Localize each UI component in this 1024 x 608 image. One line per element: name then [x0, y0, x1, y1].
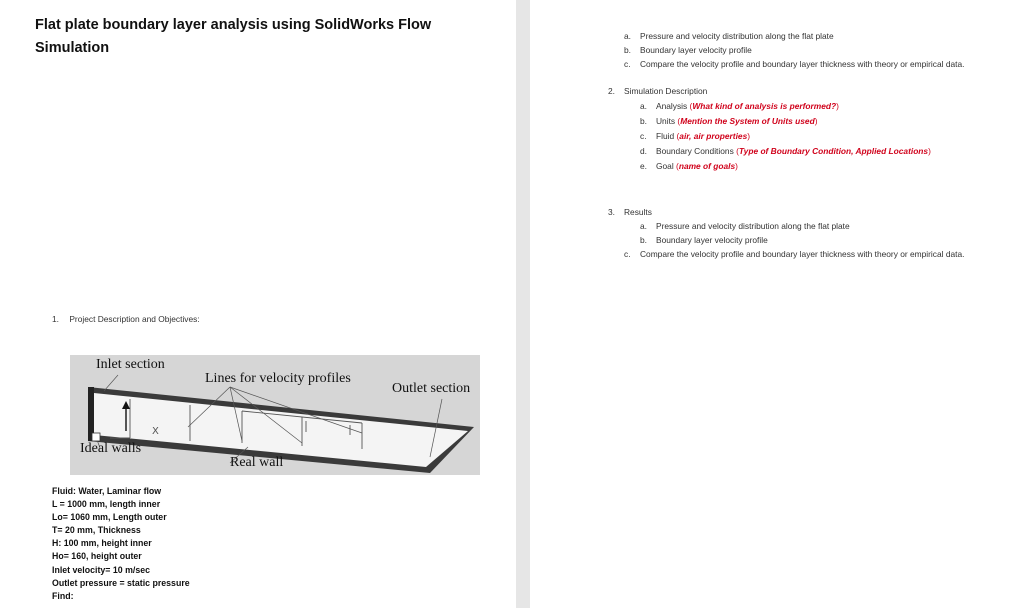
item-hint: Type of Boundary Condition, Applied Locations [738, 146, 929, 156]
item-marker: c. [640, 131, 647, 141]
section-3-item [624, 249, 965, 260]
param-line: Outlet pressure = static pressure [52, 577, 190, 588]
section-3-number: 3. [608, 207, 615, 217]
section-2-label: Simulation Description [624, 86, 708, 96]
section-1-number: 1. [52, 314, 59, 324]
item-marker: e. [640, 161, 647, 171]
param-line: Find: [52, 590, 74, 601]
item-hint: air, air properties [679, 131, 748, 141]
flat-plate-figure [70, 355, 480, 475]
document-page-right [530, 0, 1024, 608]
item-text: Boundary Conditions [656, 146, 737, 156]
find-item-marker: b. [624, 45, 631, 55]
item-text: Goal [656, 161, 677, 171]
param-line: Inlet velocity= 10 m/sec [52, 564, 151, 575]
item-text: Pressure and velocity distribution along the flat plate [656, 221, 850, 231]
item-marker: b. [640, 235, 647, 245]
section-1-label: Project Description and Objectives: [69, 314, 200, 324]
ideal-walls-label: Ideal walls [80, 441, 142, 456]
find-item-marker: c. [624, 59, 631, 69]
section-3-item [640, 221, 850, 232]
section-3-item [640, 235, 768, 246]
x-axis-marker: X [152, 426, 159, 437]
find-item-text: Compare the velocity profile and boundary layer thickness with theory or empirical data. [640, 59, 965, 69]
param-line: T= 20 mm, Thickness [52, 525, 141, 536]
item-marker: c. [624, 249, 631, 259]
item-marker: b. [640, 116, 647, 126]
find-item [624, 31, 834, 42]
param-line: L = 1000 mm, length inner [52, 499, 161, 510]
parameters-list [52, 485, 190, 603]
param-line: Fluid: Water, Laminar flow [52, 486, 162, 496]
item-hint: name of goals [678, 161, 736, 171]
page-gutter [516, 0, 530, 608]
section-2-item: c. Fluid (air, air properties) [640, 131, 751, 141]
item-hint: Mention the System of Units used [680, 116, 815, 126]
find-item-text: Pressure and velocity distribution along the flat plate [640, 31, 834, 41]
item-text: Boundary layer velocity profile [656, 235, 768, 245]
section-2-item: a. Analysis (What kind of analysis is performed?) [640, 101, 839, 111]
inlet-section-label: Inlet section [96, 357, 165, 372]
item-text: Analysis [656, 101, 690, 111]
section-2-item: d. Boundary Conditions (Type of Boundary Condition, Applied Locations) [640, 146, 931, 156]
item-text: Units [656, 116, 678, 126]
section-2-number: 2. [608, 86, 615, 96]
find-item [624, 45, 752, 56]
section-2-heading [608, 86, 708, 97]
param-line: Ho= 160, height outer [52, 551, 142, 562]
item-marker: a. [640, 101, 647, 111]
real-wall-label: Real wall [230, 455, 284, 470]
origin-marker [92, 433, 100, 441]
param-line: Lo= 1060 mm, Length outer [52, 512, 167, 523]
item-hint: What kind of analysis is performed? [692, 101, 837, 111]
find-item [624, 59, 965, 70]
page-title: Flat plate boundary layer analysis using SolidWorks Flow Simulation [35, 17, 432, 56]
item-marker: a. [640, 221, 647, 231]
section-1-heading [52, 314, 200, 325]
section-2-item: e. Goal (name of goals) [640, 161, 738, 171]
section-3-heading [608, 207, 652, 218]
find-item-text: Boundary layer velocity profile [640, 45, 752, 55]
outlet-section-label: Outlet section [392, 381, 471, 396]
section-3-label: Results [624, 207, 652, 217]
section-2-item: b. Units (Mention the System of Units used) [640, 116, 818, 126]
velocity-lines-label: Lines for velocity profiles [205, 371, 351, 386]
find-item-marker: a. [624, 31, 631, 41]
item-marker: d. [640, 146, 647, 156]
item-text: Fluid [656, 131, 677, 141]
item-text: Compare the velocity profile and boundary layer thickness with theory or empirical data. [640, 249, 965, 259]
param-line: H: 100 mm, height inner [52, 538, 152, 549]
